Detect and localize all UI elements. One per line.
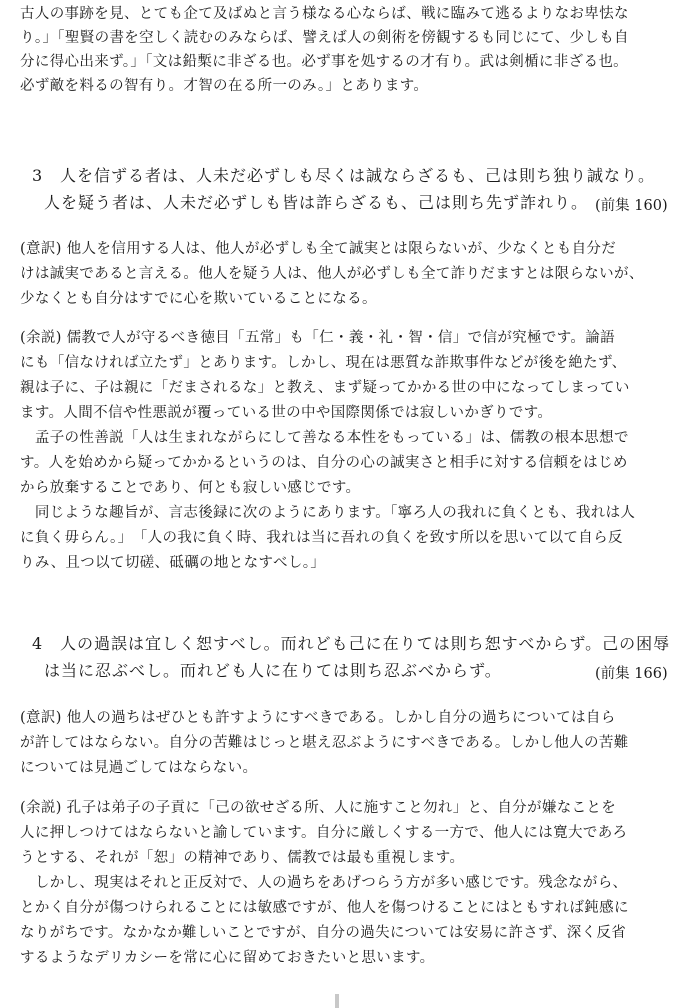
verse-reference: (前集 160) — [595, 198, 668, 214]
translation-line: (意訳) 他人を信用する人は、他人が必ずしも全て誠実とは限らないが、少なくとも自分だ — [20, 241, 617, 257]
commentary-line: に負く毋らん。」 「人の我に負く時、我れは当に吾れの負くを致す所以を思いて以て自ら反 — [20, 530, 623, 546]
commentary-line: とかく自分が傷つけられることには敏感ですが、他人を傷つけることにはともすれば鈍感に — [20, 900, 629, 916]
section-number: 4 — [32, 634, 43, 653]
commentary-line: なりがちです。なかなか難しいことですが、自分の過失については安易に許さず、深く反省 — [20, 925, 627, 941]
commentary-line: しかし、現実はそれと正反対で、人の過ちをあげつらう方が多い感じです。残念ながら、 — [20, 875, 628, 891]
verse-line: は当に忍ぶべし。而れども人に在りては則ち忍ぶべからず。 — [44, 661, 502, 680]
translation-line: 少なくとも自分はすでに心を欺いていることになる。 — [20, 291, 377, 307]
commentary-line: (余説) 儒教で人が守るべき徳目「五常」も「仁・義・礼・智・信」で信が究極です。論語 — [20, 330, 615, 346]
commentary-line: にも「信なければ立たず」とあります。しかし、現在は悪質な詐欺事件などが後を絶たず、 — [20, 355, 627, 371]
commentary-line: 親は子に、子は親に「だまされるな」と教え、まず疑ってかかる世の中になってしまってい — [20, 380, 630, 396]
intro-line: 必ず敵を料るの智有り。才智の在る所一のみ。」とあります。 — [20, 78, 429, 94]
verse-reference: (前集 166) — [595, 666, 668, 682]
verse-line: 人の過誤は宜しく恕すべし。而れども己に在りては則ち恕すべからず。己の困辱 — [60, 634, 671, 653]
translation-line: については見過ごしてはならない。 — [20, 760, 258, 776]
commentary-line: す。人を始めから疑ってかかるというのは、自分の心の誠実さと相手に対する信頼をはじめ — [20, 455, 628, 471]
translation-line: が許してはならない。自分の苦難はじっと堪え忍ぶようにすべきである。しかし他人の苦難 — [20, 735, 629, 751]
commentary-line: (余説) 孔子は弟子の子貢に「己の欲せざる所、人に施すこと勿れ」と、自分が嫌なことを — [20, 800, 617, 816]
scan-mark — [335, 994, 339, 1008]
verse-line: 人を疑う者は、人未だ必ずしも皆は詐らざるも、己は則ち先ず詐れり。 — [44, 193, 589, 212]
intro-line: 古人の事跡を見、とても企て及ばぬと言う様なる心ならば、戦に臨みて逃るよりなお卑怯な — [20, 6, 629, 22]
commentary-line: するようなデリカシーを常に心に留めておきたいと思います。 — [20, 950, 435, 966]
intro-line: 分に得心出来ず。」「文は鉛槧に非ざる也。必ず事を処するの才有り。武は剣楯に非ざる也。 — [20, 54, 629, 70]
translation-line: (意訳) 他人の過ちはぜひとも許すようにすべきである。しかし自分の過ちについては自ら — [20, 710, 616, 726]
commentary-line: 孟子の性善説「人は生まれながらにして善なる本性をもっている」は、儒教の根本思想で — [20, 430, 629, 446]
commentary-line: ます。人間不信や性悪説が覆っている世の中や国際関係では寂しいかぎりです。 — [20, 405, 553, 421]
verse-line: 人を信ずる者は、人未だ必ずしも尽くは誠ならざるも、己は則ち独り誠なり。 — [60, 166, 656, 185]
section-number: 3 — [32, 166, 43, 185]
commentary-line: 人に押しつけてはならないと諭しています。自分に厳しくする一方で、他人には寛大であろ — [20, 825, 628, 841]
commentary-line: うとする、それが「恕」の精神であり、儒教では最も重視します。 — [20, 850, 465, 866]
commentary-line: から放棄することであり、何とも寂しい感じです。 — [20, 480, 361, 496]
translation-line: けは誠実であると言える。他人を疑う人は、他人が必ずしも全て詐りだますとは限らないが、 — [20, 266, 644, 282]
commentary-line: りみ、且つ以て切磋、砥礪の地となすべし。」 — [20, 555, 326, 571]
commentary-line: 同じような趣旨が、言志後録に次のようにあります。「寧ろ人の我れに負くとも、我れは人 — [20, 505, 636, 521]
intro-line: り。」「聖賢の書を空しく読むのみならば、譬えば人の剣術を傍観するも同じにて、少しも自 — [20, 30, 629, 46]
